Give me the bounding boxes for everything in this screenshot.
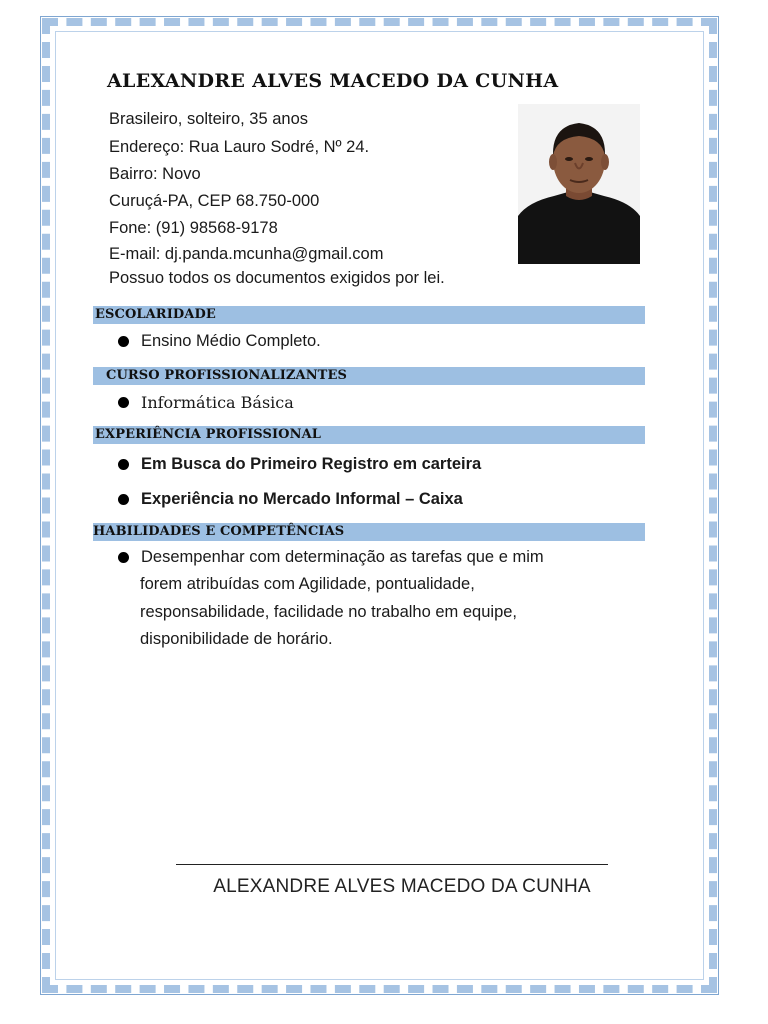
list-item-experiencia-1 <box>118 455 481 474</box>
experiencia-text-1: Em Busca do Primeiro Registro em carteira <box>141 455 482 473</box>
section-bar-experiencia <box>93 426 645 444</box>
info-phone: Fone: (91) 98568-9178 <box>109 219 278 237</box>
list-item-curso <box>118 393 294 412</box>
list-item-escolaridade <box>118 332 321 351</box>
section-title-escolaridade: ESCOLARIDADE <box>95 307 216 322</box>
bullet-icon <box>118 494 129 505</box>
habilidades-line-2: forem atribuídas com Agilidade, pontualidade, <box>140 575 475 593</box>
bullet-icon <box>118 459 129 470</box>
habilidades-line-4: disponibilidade de horário. <box>140 630 333 648</box>
section-title-habilidades: HABILIDADES E COMPETÊNCIAS <box>93 524 345 539</box>
bullet-icon <box>118 336 129 347</box>
section-bar-curso <box>93 367 645 385</box>
habilidades-line-1: Desempenhar com determinação as tarefas que e mim <box>141 548 544 566</box>
candidate-name-heading: ALEXANDRE ALVES MACEDO DA CUNHA <box>107 70 559 92</box>
info-address: Endereço: Rua Lauro Sodré, Nº 24. <box>109 138 370 156</box>
escolaridade-text: Ensino Médio Completo. <box>141 332 321 350</box>
info-personal: Brasileiro, solteiro, 35 anos <box>109 110 309 128</box>
section-title-curso: CURSO PROFISSIONALIZANTES <box>106 368 347 383</box>
signature-name: ALEXANDRE ALVES MACEDO DA CUNHA <box>213 876 591 897</box>
candidate-photo <box>518 104 640 264</box>
list-item-experiencia-2 <box>118 490 463 509</box>
info-email: E-mail: dj.panda.mcunha@gmail.com <box>109 245 384 263</box>
section-bar-habilidades <box>93 523 645 541</box>
section-title-experiencia: EXPERIÊNCIA PROFISSIONAL <box>95 427 322 442</box>
portrait-illustration <box>518 104 640 264</box>
bullet-icon <box>118 397 129 408</box>
info-neighborhood: Bairro: Novo <box>109 165 201 183</box>
section-bar-escolaridade <box>93 306 645 324</box>
signature-line <box>176 864 608 865</box>
info-documents: Possuo todos os documentos exigidos por lei. <box>109 269 445 287</box>
habilidades-line-3: responsabilidade, facilidade no trabalho em equipe, <box>140 603 518 621</box>
list-item-habilidades <box>118 548 544 567</box>
curso-text: Informática Básica <box>141 393 294 412</box>
experiencia-text-2: Experiência no Mercado Informal – Caixa <box>141 490 463 508</box>
info-city-zip: Curuçá-PA, CEP 68.750-000 <box>109 192 320 210</box>
bullet-icon <box>118 552 129 563</box>
